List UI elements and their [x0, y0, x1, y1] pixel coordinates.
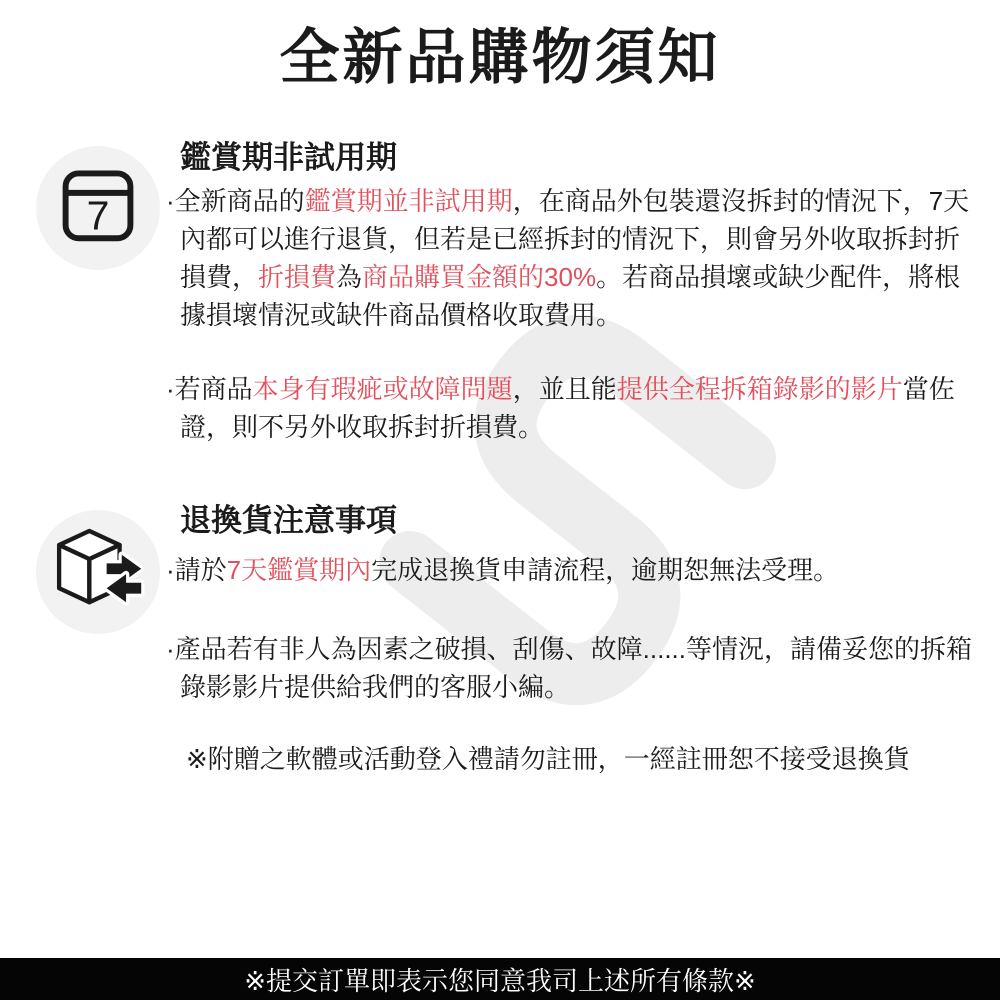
- notice-line: [166, 182, 970, 220]
- highlight-text: 提供全程拆箱錄影的影片: [616, 374, 903, 404]
- text-segment: 損費，: [180, 262, 259, 292]
- text-segment: ，在商品外包裝還沒拆封的情況下，7天: [512, 186, 970, 216]
- calendar-icon: [36, 146, 160, 270]
- text-segment: 當佐: [902, 374, 955, 404]
- text-segment: 內都可以進行退貨，但若是已經拆封的情況下，則會另外收取拆封折: [180, 224, 961, 254]
- notice-line: [180, 408, 955, 446]
- notice-line: [180, 220, 969, 258]
- notice-line: [186, 740, 910, 778]
- highlight-text: 商品購買金額的30%: [362, 262, 597, 292]
- highlight-text: 鑑賞期並非試用期: [304, 186, 513, 216]
- text-segment: 據損壞情況或缺件商品價格收取費用。: [180, 300, 623, 330]
- section-heading-return-exchange: 退換貨注意事項: [180, 503, 397, 538]
- highlight-text: 折損費: [258, 262, 337, 292]
- text-segment: 完成退換貨申請流程，逾期恕無法受理。: [371, 555, 840, 585]
- footer-terms-bar: [0, 958, 1000, 1000]
- text-segment: ·請於: [166, 555, 227, 585]
- text-segment: ，並且能: [512, 374, 617, 404]
- paragraph-inspection-policy: [166, 182, 970, 334]
- highlight-text: 7天鑑賞期內: [226, 555, 372, 585]
- registration-warning-note: [186, 740, 910, 778]
- text-segment: ※附贈之軟體或活動登入禮請勿註冊，一經註冊恕不接受退換貨: [186, 744, 910, 774]
- section-heading-inspection-period: 鑑賞期非試用期: [180, 140, 397, 175]
- text-segment: ·若商品: [166, 374, 253, 404]
- page-title: 全新品購物須知: [279, 24, 721, 91]
- text-segment: ·產品若有非人為因素之破損、刮傷、故障......等情況，請備妥您的拆箱: [166, 634, 973, 664]
- notice-line: [180, 296, 969, 334]
- text-segment: 為: [336, 262, 363, 292]
- text-segment: 錄影影片提供給我們的客服小編。: [180, 672, 571, 702]
- notice-line: [166, 551, 840, 589]
- footer-terms-text: ※提交訂單即表示您同意我司上述所有條款※: [244, 965, 756, 996]
- box-exchange-arrows-icon: [44, 518, 152, 626]
- paragraph-defect-policy: [166, 370, 955, 446]
- paragraph-return-deadline: [166, 551, 840, 589]
- text-segment: 。若商品損壞或缺少配件，將根: [596, 262, 961, 292]
- notice-line: [166, 370, 955, 408]
- box-exchange-icon: [36, 510, 160, 634]
- calendar-day-number: 7: [86, 192, 110, 239]
- paragraph-damage-video: [166, 630, 973, 706]
- notice-line: [180, 258, 969, 296]
- calendar-7-icon: [44, 154, 152, 262]
- notice-line: [166, 630, 973, 668]
- highlight-text: 本身有瑕疵或故障問題: [252, 374, 513, 404]
- text-segment: 證，則不另外收取拆封折損費。: [180, 412, 545, 442]
- notice-line: [180, 668, 972, 706]
- text-segment: ·全新商品的: [166, 186, 305, 216]
